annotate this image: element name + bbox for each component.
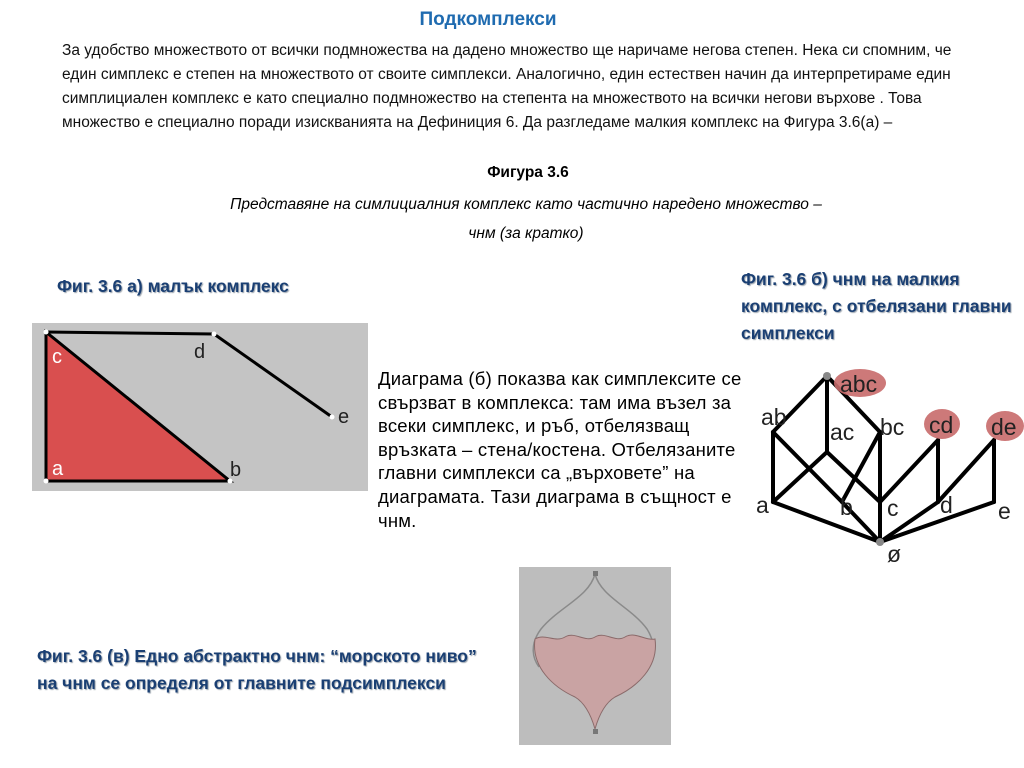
diagram-explanation: Диаграма (б) показва как симплексите се свързват в комплекса: там има възел за всеки симплекс, и ръб, отбелязващ връзката – стена/костена. Отбелязаните главни симплекси са „върховете” на диаграмата. Тази диаграма в същност е чнм. (378, 368, 742, 531)
figure-caption (0, 190, 1024, 248)
vertex-a-dot (44, 479, 49, 484)
figure-caption-line-1: Представяне на симлициалния комплекс като частично наредено множество – (230, 196, 822, 213)
edge-de (214, 334, 332, 417)
abstract-poset-svg (519, 567, 671, 745)
edge-cd-c (880, 440, 938, 502)
node-e-label: e (998, 498, 1011, 524)
abstract-poset-figure (519, 567, 671, 745)
node-de-label: de (991, 414, 1017, 440)
node-b-label: b (840, 494, 853, 520)
poset-lattice-svg (748, 360, 1024, 572)
node-c-label: c (887, 495, 899, 521)
node-empty-label: ø (887, 541, 902, 567)
vertex-b-label: b (230, 459, 242, 481)
figure-title: Фигура 3.6 (487, 164, 569, 181)
node-cd-label: cd (929, 412, 954, 438)
vertex-d-label: d (194, 341, 206, 363)
page-title: Подкомплекси (419, 9, 557, 30)
vertex-e-label: e (338, 406, 350, 428)
node-abc-dot (823, 372, 831, 380)
sea-level-shape (535, 635, 656, 729)
node-ac-label: ac (830, 419, 855, 445)
figure-a-label: Фиг. 3.6 а) малък комплекс (57, 276, 289, 296)
figure-c-label: Фиг. 3.6 (в) Едно абстрактно чнм: “морското ниво” на чнм се определя от главните подсимплекси (37, 646, 477, 693)
node-d-label: d (940, 492, 953, 518)
node-bc-label: bc (880, 414, 905, 440)
node-a-label: a (756, 492, 769, 518)
small-complex-figure (32, 323, 368, 491)
vertex-c-dot (44, 330, 49, 335)
figure-b-label: Фиг. 3.6 б) чнм на малкия комплекс, с отбелязани главни симплекси (741, 269, 1012, 343)
vertex-a-label: a (52, 458, 64, 480)
bottom-point (593, 729, 598, 734)
node-ab-label: ab (761, 404, 787, 430)
vertex-e-dot (330, 415, 335, 420)
edge-cd (46, 332, 214, 334)
intro-paragraph: За удобство множеството от всички подмножества на дадено множество ще наричаме негова степен. Нека си спомним, че един симплекс е степен на множеството от своите симплекси. Аналогично, един естествен начин да интерпретираме един симплициален комплекс е като специално подмножество на степента на множеството на всички негови върхове . Това множество е специално поради изискванията на Дефиниция 6. Да разгледаме малкия комплекс на Фигура 3.6(а) – (62, 42, 952, 131)
poset-diagram (748, 360, 1024, 572)
node-abc-label: abc (840, 371, 878, 397)
figure-caption-line-2: чнм (за кратко) (468, 225, 584, 242)
vertex-c-label: c (52, 346, 62, 368)
node-empty-dot (876, 538, 884, 546)
vertex-d-dot (212, 332, 217, 337)
small-complex-diagram (32, 323, 368, 491)
edge-a-empty (773, 502, 880, 542)
top-point (593, 571, 598, 576)
